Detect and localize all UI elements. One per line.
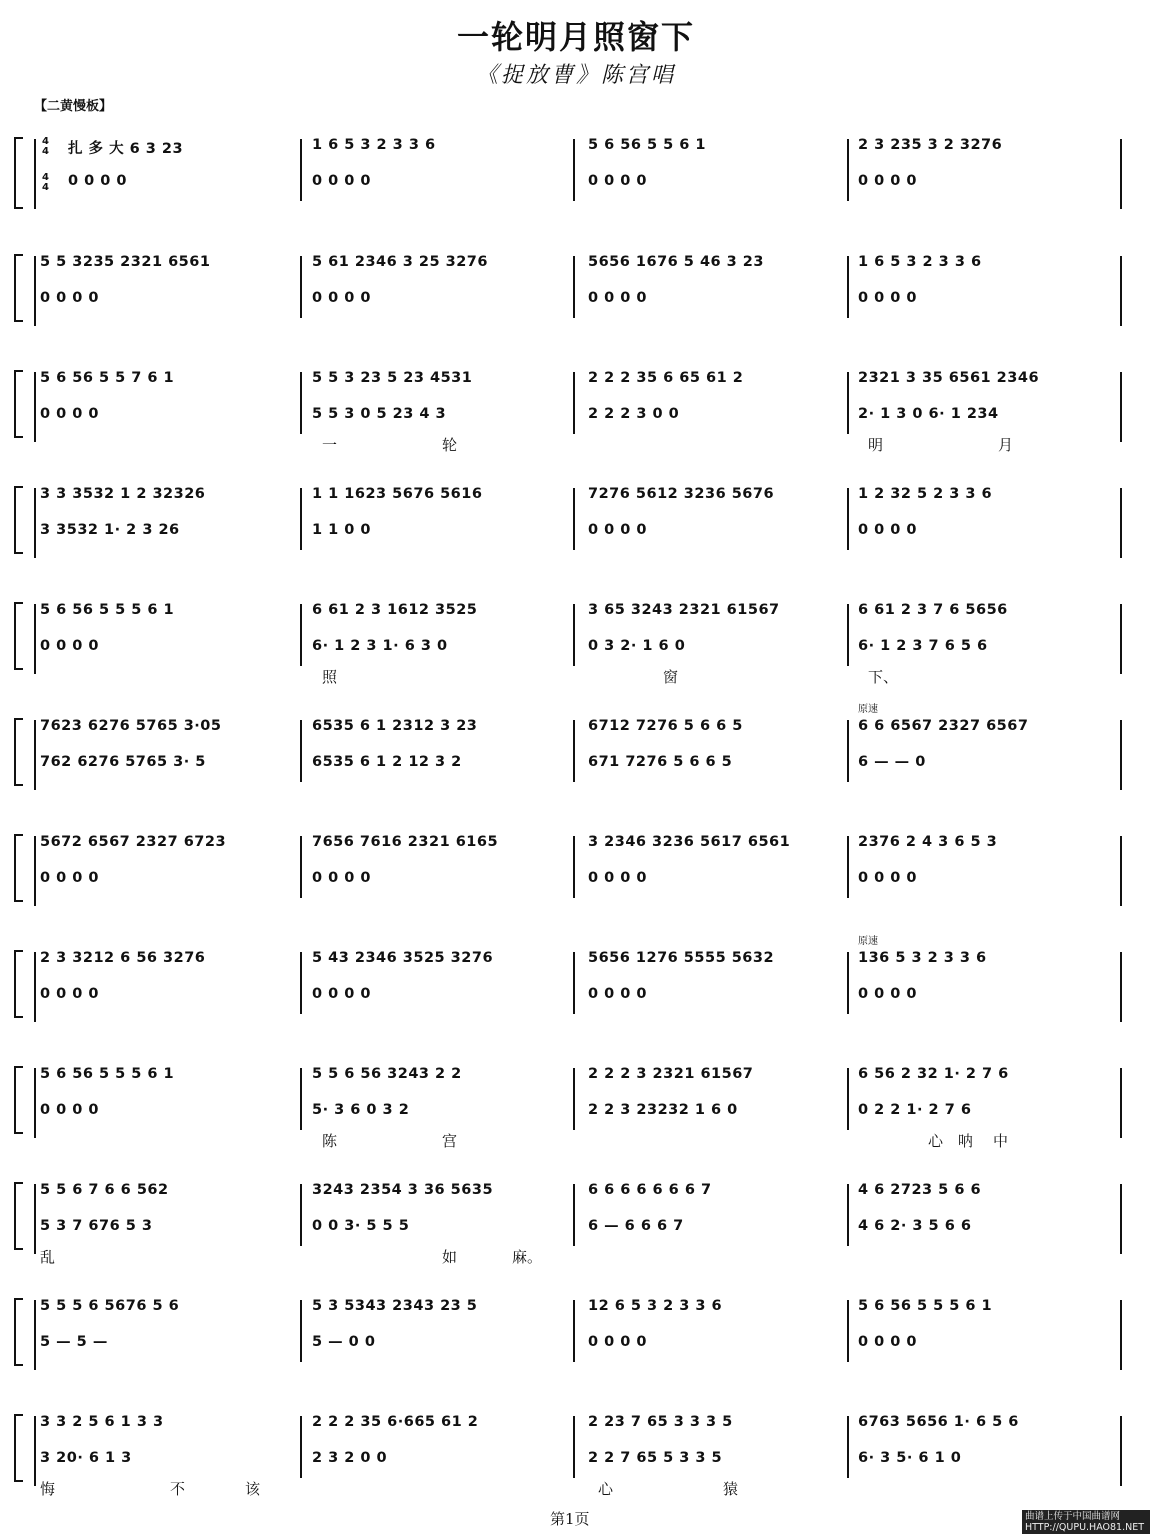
melody-measure: 5 6 56 5 5 5 6 1 xyxy=(858,1298,993,1314)
lyric-syllable: 窗 xyxy=(663,668,679,686)
vocal-measure: 3 20· 6 1 3 xyxy=(40,1450,132,1466)
lyric-syllable: 照 xyxy=(322,668,338,686)
lyric-syllable: 麻。 xyxy=(512,1248,543,1266)
vocal-measure: 0 0 0 0 xyxy=(858,870,918,886)
vocal-measure: 0 0 0 0 xyxy=(40,638,100,654)
page-title: 一轮明月照窗下 xyxy=(456,18,695,56)
vocal-measure: 6· 1 2 3 1· 6 3 0 xyxy=(312,638,448,654)
barline xyxy=(1120,139,1122,209)
barline xyxy=(573,1068,575,1130)
vocal-measure: 0 0 0 0 xyxy=(68,173,128,189)
vocal-measure: 5 — 0 0 xyxy=(312,1334,376,1350)
score-system xyxy=(0,250,1152,330)
barline xyxy=(1120,256,1122,326)
vocal-measure: 0 0 0 0 xyxy=(858,986,918,1002)
vocal-measure: 3 3532 1· 2 3 26 xyxy=(40,522,180,538)
lyric-syllable: 下、 xyxy=(868,668,899,686)
melody-measure: 6 6 6 6 6 6 6 7 xyxy=(588,1182,712,1198)
barline xyxy=(300,139,302,201)
barline xyxy=(34,1300,36,1370)
melody-measure: 2 23 7 65 3 3 3 5 xyxy=(588,1414,733,1430)
lyric-syllable: 乱 xyxy=(40,1248,56,1266)
vocal-measure: 0 0 0 0 xyxy=(858,173,918,189)
page-number: 第1页 xyxy=(550,1510,590,1528)
melody-measure: 6535 6 1 2312 3 23 xyxy=(312,718,478,734)
score-system xyxy=(0,1410,1152,1498)
melody-measure: 3243 2354 3 36 5635 xyxy=(312,1182,494,1198)
score-system xyxy=(0,366,1152,454)
vocal-measure: 0 3 2· 1 6 0 xyxy=(588,638,686,654)
melody-measure: 6 61 2 3 1612 3525 xyxy=(312,602,478,618)
vocal-measure: 0 0 0 0 xyxy=(588,1334,648,1350)
tempo-annotation: 原速 xyxy=(858,936,878,947)
vocal-measure: 0 0 3· 5 5 5 xyxy=(312,1218,410,1234)
barline xyxy=(847,139,849,201)
barline xyxy=(573,1416,575,1478)
barline xyxy=(34,488,36,558)
barline xyxy=(34,1416,36,1486)
score-system xyxy=(0,1294,1152,1374)
vocal-measure: 5 — 5 — xyxy=(40,1334,108,1350)
watermark: 曲谱上传于中国曲谱网 HTTP://QUPU.HAO81.NET xyxy=(1022,1510,1150,1534)
barline xyxy=(847,1068,849,1130)
time-signature xyxy=(42,173,49,193)
barline xyxy=(34,836,36,906)
score-system xyxy=(0,1178,1152,1266)
barline xyxy=(1120,1300,1122,1370)
vocal-measure: 0 0 0 0 xyxy=(588,986,648,1002)
melody-measure: 1 6 5 3 2 3 3 6 xyxy=(858,254,982,270)
time-signature-top: 4 xyxy=(42,172,49,183)
vocal-measure: 0 0 0 0 xyxy=(588,173,648,189)
time-signature-top: 4 xyxy=(42,136,49,147)
vocal-measure: 5 3 7 676 5 3 xyxy=(40,1218,153,1234)
lyric-syllable: 中 xyxy=(993,1132,1009,1150)
barline xyxy=(847,256,849,318)
vocal-measure: 1 1 0 0 xyxy=(312,522,372,538)
lyric-syllable: 如 xyxy=(442,1248,458,1266)
score-system xyxy=(0,133,1152,213)
barline xyxy=(1120,720,1122,790)
melody-measure: 12 6 5 3 2 3 3 6 xyxy=(588,1298,723,1314)
time-signature-bottom: 4 xyxy=(42,146,49,157)
barline xyxy=(573,604,575,666)
barline xyxy=(300,488,302,550)
barline xyxy=(300,1184,302,1246)
melody-measure: 136 5 3 2 3 3 6 xyxy=(858,950,987,966)
vocal-measure: 5· 3 6 0 3 2 xyxy=(312,1102,410,1118)
barline xyxy=(1120,604,1122,674)
barline xyxy=(847,952,849,1014)
melody-measure: 5 6 56 5 5 7 6 1 xyxy=(40,370,175,386)
vocal-measure: 0 0 0 0 xyxy=(312,870,372,886)
vocal-measure: 0 0 0 0 xyxy=(40,290,100,306)
system-brace xyxy=(14,718,23,786)
barline xyxy=(34,372,36,442)
melody-measure: 5 5 6 56 3243 2 2 xyxy=(312,1066,462,1082)
barline xyxy=(847,720,849,782)
page-subtitle: 《捉放曹》陈宫唱 xyxy=(475,63,676,88)
barline xyxy=(34,256,36,326)
score-system xyxy=(0,830,1152,910)
barline xyxy=(1120,372,1122,442)
barline xyxy=(300,604,302,666)
barline xyxy=(573,836,575,898)
melody-measure: 6712 7276 5 6 6 5 xyxy=(588,718,743,734)
barline xyxy=(573,256,575,318)
melody-measure: 7656 7616 2321 6165 xyxy=(312,834,499,850)
barline xyxy=(300,720,302,782)
vocal-measure: 2· 1 3 0 6· 1 234 xyxy=(858,406,999,422)
melody-measure: 5 5 5 6 5676 5 6 xyxy=(40,1298,180,1314)
barline xyxy=(300,1300,302,1362)
vocal-measure: 5 5 3 0 5 23 4 3 xyxy=(312,406,447,422)
barline xyxy=(300,952,302,1014)
barline xyxy=(34,720,36,790)
melody-measure: 3 3 3532 1 2 32326 xyxy=(40,486,206,502)
melody-measure: 6 56 2 32 1· 2 7 6 xyxy=(858,1066,1009,1082)
lyric-syllable: 月 xyxy=(998,436,1014,454)
melody-measure: 5 6 56 5 5 6 1 xyxy=(588,137,707,153)
vocal-measure: 0 0 0 0 xyxy=(858,522,918,538)
vocal-measure: 6· 1 2 3 7 6 5 6 xyxy=(858,638,988,654)
barline xyxy=(847,488,849,550)
barline xyxy=(34,1184,36,1254)
melody-measure: 7276 5612 3236 5676 xyxy=(588,486,775,502)
melody-measure: 1 6 5 3 2 3 3 6 xyxy=(312,137,436,153)
barline xyxy=(847,1416,849,1478)
melody-measure: 2 2 2 35 6 65 61 2 xyxy=(588,370,744,386)
barline xyxy=(1120,1184,1122,1254)
vocal-measure: 2 3 2 0 0 xyxy=(312,1450,388,1466)
vocal-measure: 671 7276 5 6 6 5 xyxy=(588,754,733,770)
vocal-measure: 0 0 0 0 xyxy=(588,290,648,306)
time-signature-bottom: 4 xyxy=(42,182,49,193)
melody-measure: 5 6 56 5 5 5 6 1 xyxy=(40,1066,175,1082)
lyric-syllable: 猿 xyxy=(723,1480,739,1498)
barline xyxy=(34,1068,36,1138)
lyric-syllable: 陈 xyxy=(322,1132,338,1150)
vocal-measure: 2 2 2 3 0 0 xyxy=(588,406,680,422)
melody-measure: 2 3 235 3 2 3276 xyxy=(858,137,1003,153)
system-brace xyxy=(14,137,23,209)
barline xyxy=(300,1068,302,1130)
vocal-measure: 0 0 0 0 xyxy=(40,406,100,422)
system-brace xyxy=(14,370,23,438)
system-brace xyxy=(14,950,23,1018)
vocal-measure: 0 0 0 0 xyxy=(40,1102,100,1118)
melody-measure: 2 2 2 35 6·665 61 2 xyxy=(312,1414,479,1430)
melody-measure: 5672 6567 2327 6723 xyxy=(40,834,227,850)
system-brace xyxy=(14,254,23,322)
system-brace xyxy=(14,602,23,670)
vocal-measure: 0 0 0 0 xyxy=(40,870,100,886)
melody-measure: 2321 3 35 6561 2346 xyxy=(858,370,1040,386)
melody-measure: 5 5 6 7 6 6 562 xyxy=(40,1182,169,1198)
system-brace xyxy=(14,486,23,554)
system-brace xyxy=(14,1066,23,1134)
barline xyxy=(1120,952,1122,1022)
vocal-measure: 0 0 0 0 xyxy=(588,522,648,538)
melody-measure: 2 2 2 3 2321 61567 xyxy=(588,1066,754,1082)
tempo-annotation: 原速 xyxy=(858,704,878,715)
barline xyxy=(573,1184,575,1246)
barline xyxy=(847,372,849,434)
melody-measure: 2376 2 4 3 6 5 3 xyxy=(858,834,998,850)
barline xyxy=(573,372,575,434)
barline xyxy=(847,604,849,666)
barline xyxy=(300,256,302,318)
barline xyxy=(573,952,575,1014)
barline xyxy=(1120,1416,1122,1486)
lyric-syllable: 轮 xyxy=(442,436,458,454)
barline xyxy=(300,1416,302,1478)
time-signature xyxy=(42,137,49,157)
system-brace xyxy=(14,1414,23,1482)
lyric-syllable: 不 xyxy=(170,1480,186,1498)
vocal-measure: 2 2 3 23232 1 6 0 xyxy=(588,1102,738,1118)
barline xyxy=(1120,836,1122,906)
lyric-syllable: 心 xyxy=(598,1480,614,1498)
vocal-measure: 0 2 2 1· 2 7 6 xyxy=(858,1102,972,1118)
vocal-measure: 6535 6 1 2 12 3 2 xyxy=(312,754,462,770)
melody-measure: 5656 1676 5 46 3 23 xyxy=(588,254,764,270)
barline xyxy=(573,139,575,201)
melody-measure: 5 3 5343 2343 23 5 xyxy=(312,1298,478,1314)
melody-measure: 5 6 56 5 5 5 6 1 xyxy=(40,602,175,618)
system-brace xyxy=(14,834,23,902)
barline xyxy=(573,488,575,550)
barline xyxy=(847,836,849,898)
score-system xyxy=(0,598,1152,686)
vocal-measure: 0 0 0 0 xyxy=(588,870,648,886)
barline xyxy=(34,952,36,1022)
system-brace xyxy=(14,1182,23,1250)
vocal-measure: 0 0 0 0 xyxy=(312,173,372,189)
vocal-measure: 0 0 0 0 xyxy=(312,986,372,1002)
barline xyxy=(847,1184,849,1246)
lyric-syllable: 明 xyxy=(868,436,884,454)
vocal-measure: 6 — 6 6 6 7 xyxy=(588,1218,684,1234)
score-system xyxy=(0,1062,1152,1150)
tempo-marking: 【二黄慢板】 xyxy=(34,99,113,114)
melody-measure: 4 6 2723 5 6 6 xyxy=(858,1182,982,1198)
melody-measure: 3 65 3243 2321 61567 xyxy=(588,602,780,618)
score-system xyxy=(0,936,1152,1026)
score-system xyxy=(0,704,1152,794)
barline xyxy=(573,720,575,782)
lyric-syllable: 心 xyxy=(928,1132,944,1150)
barline xyxy=(34,604,36,674)
barline xyxy=(847,1300,849,1362)
vocal-measure: 0 0 0 0 xyxy=(312,290,372,306)
barline xyxy=(300,836,302,898)
melody-measure: 5 5 3 23 5 23 4531 xyxy=(312,370,473,386)
lyric-syllable: 一 xyxy=(322,436,338,454)
vocal-measure: 0 0 0 0 xyxy=(40,986,100,1002)
melody-measure: 1 1 1623 5676 5616 xyxy=(312,486,483,502)
lyric-syllable: 呐 xyxy=(958,1132,974,1150)
barline xyxy=(300,372,302,434)
lyric-syllable: 该 xyxy=(245,1480,261,1498)
barline xyxy=(1120,1068,1122,1138)
vocal-measure: 0 0 0 0 xyxy=(858,290,918,306)
melody-measure: 7623 6276 5765 3·05 xyxy=(40,718,222,734)
barline xyxy=(34,139,36,209)
melody-measure: 5 43 2346 3525 3276 xyxy=(312,950,494,966)
lyric-syllable: 宫 xyxy=(442,1132,458,1150)
barline xyxy=(573,1300,575,1362)
melody-measure: 3 2346 3236 5617 6561 xyxy=(588,834,791,850)
score-system xyxy=(0,482,1152,562)
lyric-syllable: 悔 xyxy=(40,1480,56,1498)
melody-measure: 6 6 6567 2327 6567 xyxy=(858,718,1029,734)
vocal-measure: 4 6 2· 3 5 6 6 xyxy=(858,1218,972,1234)
melody-measure: 1 2 32 5 2 3 3 6 xyxy=(858,486,993,502)
barline xyxy=(1120,488,1122,558)
melody-measure: 5656 1276 5555 5632 xyxy=(588,950,775,966)
melody-measure: 2 3 3212 6 56 3276 xyxy=(40,950,206,966)
melody-measure: 6763 5656 1· 6 5 6 xyxy=(858,1414,1019,1430)
melody-measure: 5 61 2346 3 25 3276 xyxy=(312,254,488,270)
system-brace xyxy=(14,1298,23,1366)
melody-measure: 6 61 2 3 7 6 5656 xyxy=(858,602,1008,618)
melody-measure: 3 3 2 5 6 1 3 3 xyxy=(40,1414,164,1430)
vocal-measure: 6 — — 0 xyxy=(858,754,926,770)
melody-measure: 5 5 3235 2321 6561 xyxy=(40,254,211,270)
vocal-measure: 762 6276 5765 3· 5 xyxy=(40,754,206,770)
vocal-measure: 2 2 7 65 5 3 3 5 xyxy=(588,1450,723,1466)
vocal-measure: 6· 3 5· 6 1 0 xyxy=(858,1450,962,1466)
vocal-measure: 0 0 0 0 xyxy=(858,1334,918,1350)
melody-measure: 扎 多 大 6 3 23 xyxy=(68,141,184,157)
